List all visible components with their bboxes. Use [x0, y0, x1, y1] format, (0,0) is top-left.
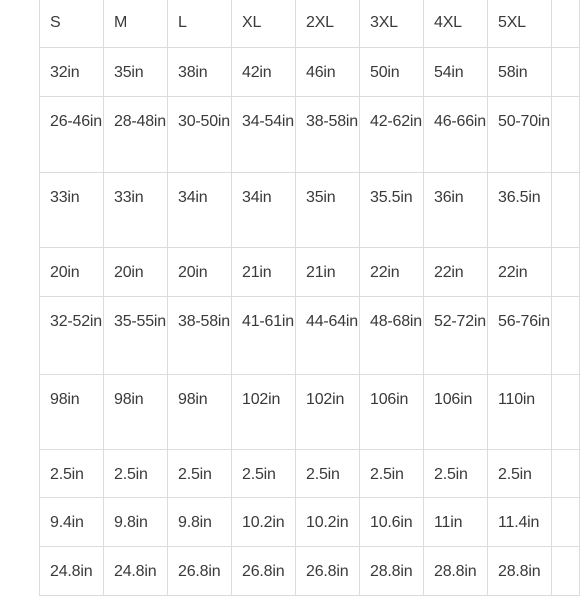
size-header-cell: S: [40, 0, 104, 48]
table-cell: 11in: [424, 498, 488, 547]
table-cell: 2.5in: [296, 450, 360, 498]
table-cell: 26.8in: [296, 547, 360, 596]
table-cell: 2.5in: [40, 450, 104, 498]
empty-cell: [552, 297, 580, 375]
table-cell: 46-66in: [424, 97, 488, 173]
table-row: [40, 450, 580, 498]
table-cell: 34in: [232, 173, 296, 248]
table-cell: 42-62in: [360, 97, 424, 173]
table-cell: 22in: [360, 248, 424, 297]
empty-cell: [552, 248, 580, 297]
table-cell: 34in: [168, 173, 232, 248]
table-cell: 28.8in: [488, 547, 552, 596]
table-row: [40, 97, 580, 173]
table-cell: 9.4in: [40, 498, 104, 547]
empty-cell: [552, 375, 580, 450]
table-cell: 10.6in: [360, 498, 424, 547]
table-cell: 28.8in: [424, 547, 488, 596]
table-cell: 2.5in: [104, 450, 168, 498]
table-row: [40, 48, 580, 97]
table-cell: 98in: [104, 375, 168, 450]
table-cell: 50-70in: [488, 97, 552, 173]
table-row: [40, 547, 580, 596]
table-cell: 20in: [104, 248, 168, 297]
table-cell: 110in: [488, 375, 552, 450]
table-cell: 56-76in: [488, 297, 552, 375]
table-cell: 11.4in: [488, 498, 552, 547]
table-cell: 106in: [360, 375, 424, 450]
table-cell: 10.2in: [296, 498, 360, 547]
table-cell: 38-58in: [168, 297, 232, 375]
size-header-cell: L: [168, 0, 232, 48]
table-cell: 21in: [296, 248, 360, 297]
table-cell: 42in: [232, 48, 296, 97]
table-cell: 9.8in: [168, 498, 232, 547]
table-row: [40, 498, 580, 547]
table-cell: 26.8in: [232, 547, 296, 596]
table-cell: 54in: [424, 48, 488, 97]
table-cell: 98in: [40, 375, 104, 450]
table-cell: 21in: [232, 248, 296, 297]
header-row: [40, 0, 580, 48]
table-cell: 35in: [296, 173, 360, 248]
table-cell: 102in: [232, 375, 296, 450]
table-row: [40, 248, 580, 297]
table-cell: 35-55in: [104, 297, 168, 375]
table-cell: 52-72in: [424, 297, 488, 375]
table-cell: 33in: [40, 173, 104, 248]
table-cell: 9.8in: [104, 498, 168, 547]
size-header-cell: M: [104, 0, 168, 48]
table-cell: 33in: [104, 173, 168, 248]
table-cell: 24.8in: [40, 547, 104, 596]
table-cell: 32in: [40, 48, 104, 97]
table-cell: 98in: [168, 375, 232, 450]
table-cell: 36in: [424, 173, 488, 248]
size-header-cell: 2XL: [296, 0, 360, 48]
size-header-cell: XL: [232, 0, 296, 48]
table-row: [40, 173, 580, 248]
table-cell: 106in: [424, 375, 488, 450]
table-cell: 28.8in: [360, 547, 424, 596]
table-cell: 32-52in: [40, 297, 104, 375]
size-header-cell: 4XL: [424, 0, 488, 48]
empty-cell: [552, 48, 580, 97]
table-cell: 2.5in: [360, 450, 424, 498]
table-cell: 30-50in: [168, 97, 232, 173]
table-cell: 48-68in: [360, 297, 424, 375]
size-chart-table: [39, 0, 580, 596]
table-cell: 26-46in: [40, 97, 104, 173]
table-cell: 2.5in: [168, 450, 232, 498]
table-cell: 26.8in: [168, 547, 232, 596]
table-cell: 10.2in: [232, 498, 296, 547]
empty-cell: [552, 97, 580, 173]
table-cell: 36.5in: [488, 173, 552, 248]
table-cell: 24.8in: [104, 547, 168, 596]
empty-cell: [552, 450, 580, 498]
empty-cell: [552, 547, 580, 596]
table-cell: 2.5in: [488, 450, 552, 498]
table-cell: 35.5in: [360, 173, 424, 248]
table-cell: 41-61in: [232, 297, 296, 375]
table-cell: 20in: [168, 248, 232, 297]
empty-cell: [552, 173, 580, 248]
table-cell: 34-54in: [232, 97, 296, 173]
table-cell: 38in: [168, 48, 232, 97]
table-cell: 44-64in: [296, 297, 360, 375]
table-cell: 2.5in: [232, 450, 296, 498]
table-row: [40, 297, 580, 375]
table-cell: 58in: [488, 48, 552, 97]
table-cell: 50in: [360, 48, 424, 97]
size-header-cell: 3XL: [360, 0, 424, 48]
table-cell: 38-58in: [296, 97, 360, 173]
empty-cell: [552, 498, 580, 547]
table-row: [40, 375, 580, 450]
size-chart-body: [40, 0, 580, 596]
table-cell: 28-48in: [104, 97, 168, 173]
size-header-cell: 5XL: [488, 0, 552, 48]
table-cell: 22in: [488, 248, 552, 297]
table-cell: 22in: [424, 248, 488, 297]
table-cell: 102in: [296, 375, 360, 450]
table-cell: 2.5in: [424, 450, 488, 498]
table-cell: 35in: [104, 48, 168, 97]
empty-cell: [552, 0, 580, 48]
table-cell: 20in: [40, 248, 104, 297]
table-cell: 46in: [296, 48, 360, 97]
